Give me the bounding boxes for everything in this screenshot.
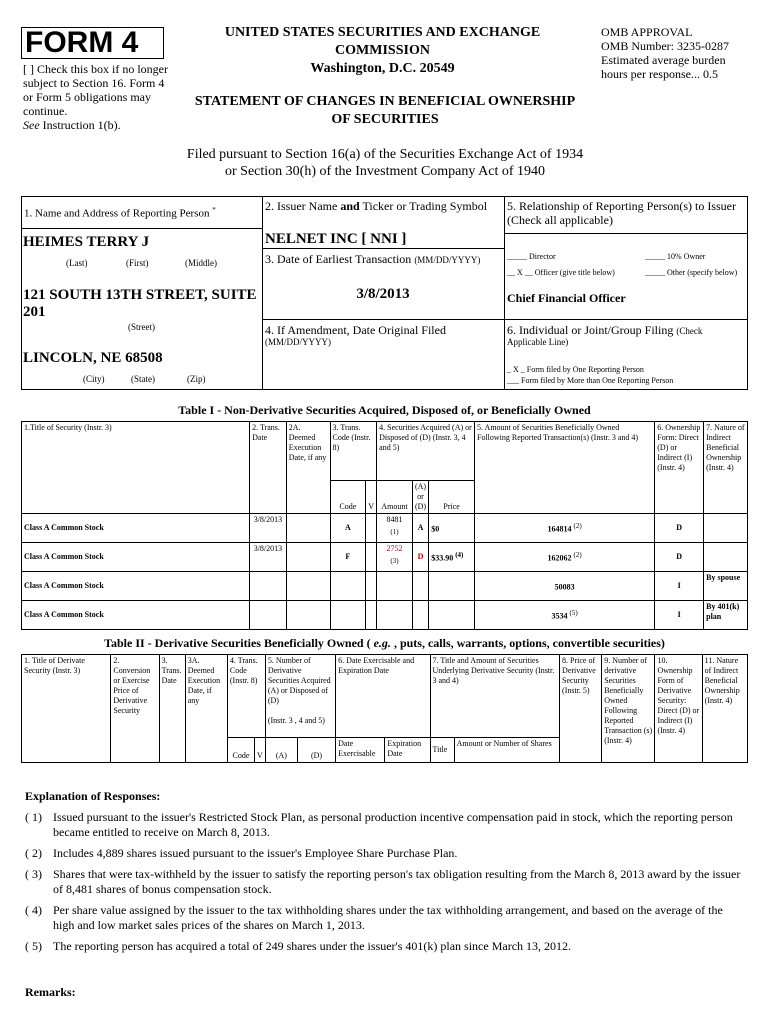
explanation-number: ( 4) (25, 903, 42, 917)
t2-h-code: 4. Trans. Code (Instr. 8) (227, 655, 265, 738)
explanation-number: ( 5) (25, 939, 42, 953)
table1-row (22, 601, 748, 630)
t1-h-nature: 7. Nature of Indirect Beneficial Ownership (Instr. 4) (704, 422, 748, 514)
t2-h-nature: 11. Nature of Indirect Beneficial Ownership (Instr. 4) (702, 655, 747, 763)
box2-label-post: Ticker or Trading Symbol (359, 199, 488, 213)
box4-label: 4. If Amendment, Date Original Filed (265, 323, 446, 337)
city-state-zip: LINCOLN, NE 68508 (23, 350, 163, 366)
t1-nature: By 401(k) plan (704, 601, 748, 630)
filed-pursuant (100, 146, 670, 180)
form-title: FORM 4 (25, 26, 139, 59)
t1-v (366, 514, 377, 543)
t2-h-conversion: 2. Conversion or Exercise Price of Derivative Security (111, 655, 159, 763)
t1-form: D (655, 514, 704, 543)
box1-mark: * (212, 206, 216, 214)
agency-line-3: Washington, D.C. 20549 (310, 61, 455, 76)
t2-h-exercisable: 6. Date Exercisable and Expiration Date (336, 655, 430, 738)
t1-form: I (655, 572, 704, 601)
box2-divider (262, 248, 504, 249)
t1-owned-value: 162062 (547, 553, 572, 563)
t1-nature (704, 514, 748, 543)
grid-bottom-line (21, 389, 748, 390)
zip-label: (Zip) (187, 374, 206, 384)
t1-price (429, 543, 475, 572)
statement-line-2: OF SECURITIES (331, 112, 439, 127)
grid-top-line (21, 196, 748, 197)
t1-code (330, 601, 366, 630)
t1-form: D (655, 543, 704, 572)
street-label: (Street) (128, 322, 155, 332)
t1-form: I (655, 601, 704, 630)
statement-line-1: STATEMENT OF CHANGES IN BENEFICIAL OWNERSHIP (194, 94, 576, 109)
t1-h-code-sub: Code (330, 481, 366, 514)
box5-sub: (Check all applicable) (507, 213, 613, 227)
t1-price (429, 572, 475, 601)
explanation-item (25, 939, 745, 954)
explanation-item (25, 846, 745, 861)
t1-deemed (286, 572, 330, 601)
director-checkbox[interactable]: _____ Director (507, 252, 556, 261)
box3-sub: (MM/DD/YYYY) (414, 255, 481, 265)
explanation-item (25, 903, 745, 933)
t1-h-owned: 5. Amount of Securities Beneficially Owned Following Reported Transaction(s) (Instr. 3 and 4) (475, 422, 655, 514)
filed-line-2: or Section 30(h) of the Investment Company Act of 1940 (225, 164, 545, 179)
see-instruction (23, 118, 121, 132)
omb-line-4: hours per response... 0.5 (601, 67, 718, 81)
one-person-filing[interactable]: _ X _ Form filed by One Reporting Person (507, 365, 644, 374)
explanation-text: Includes 4,889 shares issued pursuant to the issuer's Employee Share Purchase Plan. (53, 846, 458, 860)
t1-ad (412, 572, 428, 601)
t1-amount-value: 8481 (386, 515, 403, 524)
omb-line-2: OMB Number: 3235-0287 (601, 39, 729, 53)
t2-h-underlying: 7. Title and Amount of Securities Underlying Derivative Security (Instr. 3 and 4) (430, 655, 560, 738)
group-filing[interactable]: ___ Form filed by More than One Reporting Person (507, 376, 674, 385)
no-longer-subject-checkbox[interactable]: [ ] Check this box if no longer subject to Section 16. Form 4 or Form 5 obligations may continue. (23, 62, 168, 118)
t1-date (250, 572, 287, 601)
t2-h-sub-title: Title (430, 738, 454, 763)
box5-label (507, 199, 749, 227)
t1-amount-footnote: (3) (390, 557, 399, 565)
box1-label-text: 1. Name and Address of Reporting Person (24, 207, 210, 220)
t2-h-amount: Amount or Number of Shares (454, 738, 559, 763)
box3-label-text: 3. Date of Earliest Transaction (265, 252, 412, 266)
table2-title (21, 636, 748, 650)
t1-owned-footnote: (2) (573, 551, 582, 560)
t1-code (330, 572, 366, 601)
t2-h-deemed: 3A. Deemed Execution Date, if any (185, 655, 227, 763)
t1-ad: A (412, 514, 428, 543)
t2-h-code-sub: Code (227, 738, 254, 763)
t1-v (366, 543, 377, 572)
middle-label: (Middle) (185, 258, 217, 268)
agency-line-1: UNITED STATES SECURITIES AND EXCHANGE (224, 25, 541, 40)
t1-h-amount: Amount (377, 481, 413, 514)
explanation-text: Per share value assigned by the issuer to the tax withholding shares under the tax withholding arrangement, and based on the average of the high and low market sales prices of the shares on March 1, 2013. (53, 903, 723, 932)
box5-label-text: 5. Relationship of Reporting Person(s) to Issuer (507, 199, 736, 213)
t1-h-price: Price (429, 481, 475, 514)
explanation-text: The reporting person has acquired a total of 249 shares under the issuer's 401(k) plan since March 13, 2012. (53, 939, 572, 953)
t1-h-form: 6. Ownership Form: Direct (D) or Indirect (I) (Instr. 4) (655, 422, 704, 514)
table1-title: Table I - Non-Derivative Securities Acquired, Disposed of, or Beneficially Owned (178, 403, 591, 417)
box34-divider (262, 319, 747, 320)
t1-price (429, 601, 475, 630)
t2-h-title: 1. Title of Derivate Security (Instr. 3) (22, 655, 111, 763)
t1-date: 3/8/2013 (250, 543, 287, 572)
explanation-item (25, 867, 745, 897)
t1-price-value: $33.90 (431, 553, 454, 563)
box6-label (507, 323, 702, 337)
t1-owned (475, 601, 655, 630)
t2-h-date: 3. Trans. Date (159, 655, 185, 763)
t2-h-exp: Expiration Date (385, 738, 430, 763)
t1-h-title: 1.Title of Security (Instr. 3) (22, 422, 250, 514)
t1-amount-value: 2752 (386, 544, 403, 553)
t1-owned (475, 514, 655, 543)
t1-price-value: $0 (431, 524, 440, 534)
box6-check: (Check (676, 326, 703, 336)
omb-line-3: Estimated average burden (601, 53, 726, 67)
grid-left-line (21, 196, 22, 389)
t1-nature (704, 543, 748, 572)
t1-deemed (286, 543, 330, 572)
t1-v (366, 572, 377, 601)
t1-date (250, 601, 287, 630)
box1-divider (21, 228, 262, 229)
t1-h-date: 2. Trans. Date (250, 422, 287, 514)
t1-amount (377, 543, 413, 572)
state-label: (State) (131, 374, 155, 384)
box6-label-text: 6. Individual or Joint/Group Filing (507, 323, 674, 337)
t1-code: F (330, 543, 366, 572)
grid-mid-line-2 (504, 196, 505, 389)
t1-amount (377, 601, 413, 630)
agency-line-2: COMMISSION (335, 43, 430, 58)
table1 (21, 421, 748, 630)
t2-h-number-text: 5. Number of Derivative Securities Acquired (A) or Disposed of (D) (267, 656, 331, 705)
explanation-items (25, 810, 745, 954)
table1-row (22, 543, 748, 572)
t1-h-deemed: 2A. Deemed Execution Date, if any (286, 422, 330, 514)
street-address: 121 SOUTH 13TH STREET, SUITE 201 (23, 287, 257, 320)
table2 (21, 654, 748, 763)
issuer-name-ticker: NELNET INC [ NNI ] (265, 231, 407, 247)
t1-h-securities: 4. Securities Acquired (A) or Disposed of (D) (Instr. 3, 4 and 5) (377, 422, 475, 481)
t1-title: Class A Common Stock (22, 572, 250, 601)
table2-title-post: , puts, calls, warrants, options, convertible securities) (390, 636, 665, 650)
t2-h-a: (A) (265, 738, 297, 763)
box4-sub: (MM/DD/YYYY) (265, 337, 331, 347)
box6-sub: Applicable Line) (507, 337, 569, 347)
table1-row (22, 572, 748, 601)
t2-h-form: 10. Ownership Form of Derivative Security: Direct (D) or Indirect (I) (Instr. 4) (655, 655, 702, 763)
explanation-section (25, 789, 745, 960)
t1-deemed (286, 514, 330, 543)
explanation-number: ( 3) (25, 867, 42, 881)
t1-owned-value: 50083 (554, 582, 575, 592)
ten-percent-owner-checkbox[interactable]: _____ 10% Owner (645, 252, 706, 261)
other-checkbox[interactable]: _____ Other (specify below) (645, 268, 738, 277)
t1-h-v: V (366, 481, 377, 514)
t1-ad (412, 601, 428, 630)
omb-approval (601, 25, 766, 81)
t1-owned (475, 572, 655, 601)
t1-ad: D (412, 543, 428, 572)
explanation-number: ( 2) (25, 846, 42, 860)
t1-amount-footnote: (1) (390, 528, 399, 536)
explanation-text: Shares that were tax-withheld by the issuer to satisfy the reporting person's tax obligation resulting from the March 8, 2013 award by the issuer of 8,481 shares of bonus compensation stock. (53, 867, 741, 896)
explanation-number: ( 1) (25, 810, 42, 824)
statement-title (170, 93, 600, 129)
t1-h-code: 3. Trans. Code (Instr. 8) (330, 422, 377, 481)
see-prefix: See (23, 118, 40, 132)
t1-deemed (286, 601, 330, 630)
t1-title: Class A Common Stock (22, 601, 250, 630)
t1-amount (377, 572, 413, 601)
t2-h-number (265, 655, 335, 738)
box1-label (24, 204, 216, 220)
t2-h-date-ex: Date Exercisable (336, 738, 385, 763)
t2-h-number-instr: (Instr. 3 , 4 and 5) (267, 716, 325, 725)
see-text: Instruction 1(b). (39, 118, 121, 132)
t1-owned (475, 543, 655, 572)
t1-owned-footnote: (2) (573, 522, 582, 531)
explanation-text: Issued pursuant to the issuer's Restricted Stock Plan, as personal production incentive compensation paid in stock, which the reporting person became entitled to receive on March 8, 2013. (53, 810, 733, 839)
t1-code: A (330, 514, 366, 543)
agency-name (180, 24, 585, 78)
t1-owned-footnote: (5) (569, 609, 578, 618)
box5-divider (504, 233, 747, 234)
officer-checkbox[interactable]: __ X __ Officer (give title below) (507, 268, 615, 277)
t1-h-ad: (A) or (D) (412, 481, 428, 514)
table2-title-pre: Table II - Derivative Securities Beneficially Owned ( (104, 636, 374, 650)
t1-owned-value: 164814 (547, 524, 572, 534)
t2-h-price: 8. Price of Derivative Security (Instr. 5) (560, 655, 602, 763)
t1-v (366, 601, 377, 630)
explanation-item (25, 810, 745, 840)
city-label: (City) (83, 374, 105, 384)
t1-amount (377, 514, 413, 543)
box2-label-pre: 2. Issuer Name (265, 199, 341, 213)
t1-owned-value: 3534 (551, 611, 568, 621)
explanation-heading: Explanation of Responses: (25, 789, 161, 803)
t2-h-number-owned: 9. Number of derivative Securities Beneficially Owned Following Reported Transaction (s) (Instr. 4) (602, 655, 655, 763)
t1-title: Class A Common Stock (22, 514, 250, 543)
filed-line-1: Filed pursuant to Section 16(a) of the Securities Exchange Act of 1934 (186, 147, 584, 162)
t1-price (429, 514, 475, 543)
remarks-label: Remarks: (25, 985, 76, 999)
first-label: (First) (126, 258, 149, 268)
t2-h-v: V (254, 738, 265, 763)
last-label: (Last) (66, 258, 88, 268)
officer-title: Chief Financial Officer (507, 291, 626, 305)
box2-label-and: and (340, 199, 360, 213)
omb-line-1: OMB APPROVAL (601, 25, 693, 39)
t1-price-footnote: (4) (455, 551, 464, 560)
table1-body (22, 514, 748, 630)
box2-label (265, 199, 487, 213)
t1-title: Class A Common Stock (22, 543, 250, 572)
reporting-person-name: HEIMES TERRY J (23, 234, 150, 250)
table2-title-eg: e.g. (373, 636, 391, 650)
box3-label (265, 252, 480, 266)
t2-h-d: (D) (297, 738, 335, 763)
t1-nature: By spouse (704, 572, 748, 601)
table1-row (22, 514, 748, 543)
t1-date: 3/8/2013 (250, 514, 287, 543)
earliest-transaction-date: 3/8/2013 (356, 286, 410, 302)
